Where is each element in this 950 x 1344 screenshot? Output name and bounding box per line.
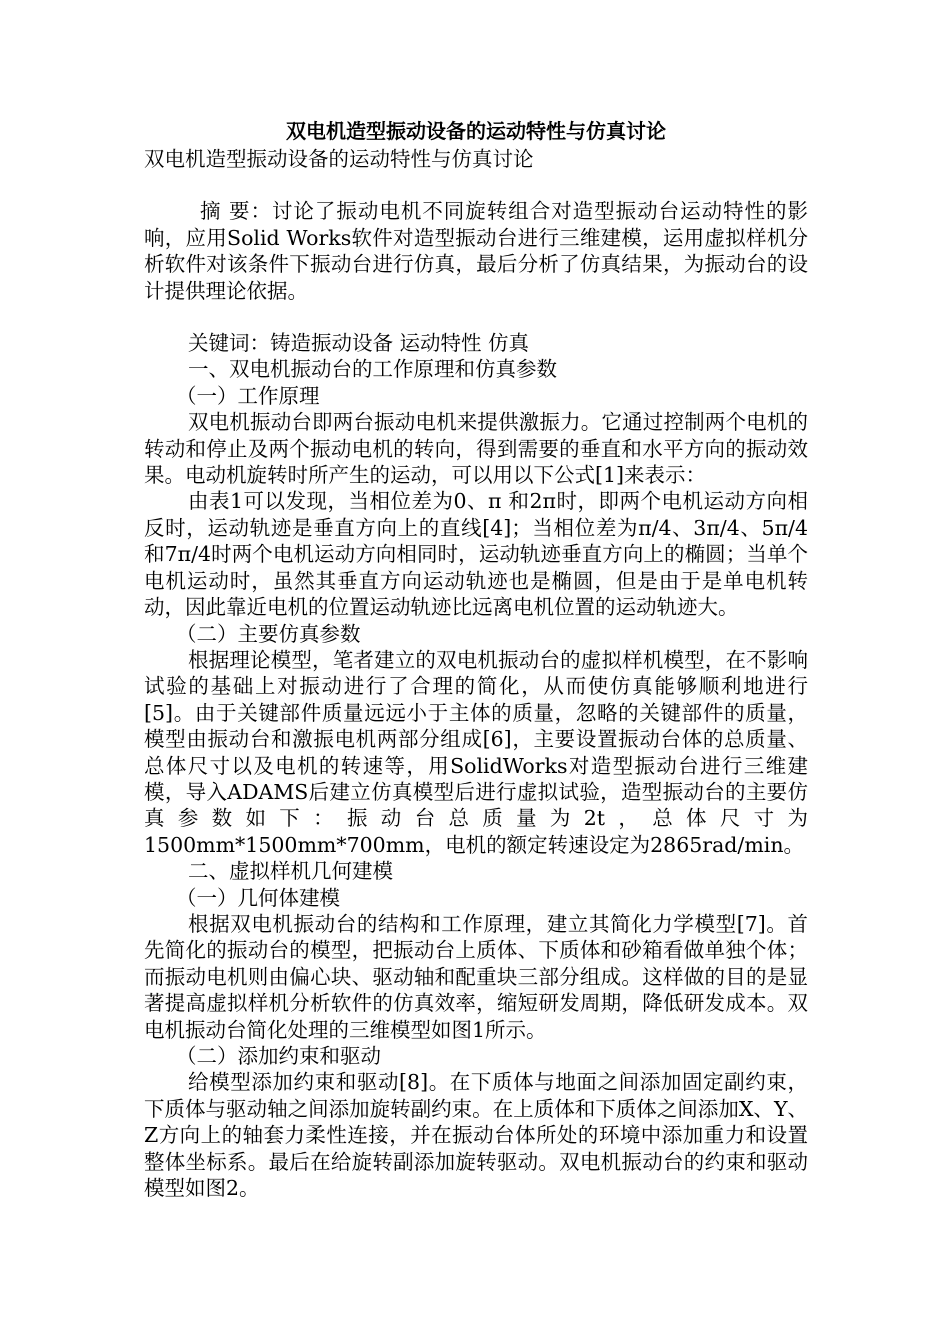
section-1-1-heading: （一）工作原理 [176, 383, 320, 408]
document-page [144, 118, 808, 1201]
document-title: 双电机造型振动设备的运动特性与仿真讨论 [286, 119, 666, 143]
abstract-paragraph: 摘 要：讨论了振动电机不同旋转组合对造型振动台运动特性的影响，应用Solid Works软件对造型振动台进行三维建模，运用虚拟样机分析软件对该条件下振动台进行仿真，最后分析了仿真结果，为振动台的设计提供理论依据。 [144, 199, 808, 303]
section-1-2-heading: （二）主要仿真参数 [176, 621, 361, 646]
paragraph: 给模型添加约束和驱动[8]。在下质体与地面之间添加固定副约束，下质体与驱动轴之间添加旋转副约束。在上质体和下质体之间添加X、Y、Z方向上的轴套力柔性连接，并在振动台体所处的环境中添加重力和设置整体坐标系。最后在给旋转副添加旋转驱动。双电机振动台的约束和驱动模型如图2。 [144, 1070, 808, 1201]
document-subtitle: 双电机造型振动设备的运动特性与仿真讨论 [144, 147, 534, 171]
paragraph: 根据双电机振动台的结构和工作原理，建立其简化力学模型[7]。首先简化的振动台的模型，把振动台上质体、下质体和砂箱看做单独个体；而振动电机则由偏心块、驱动轴和配重块三部分组成。这样做的目的是显著提高虚拟样机分析软件的仿真效率，缩短研发周期，降低研发成本。双电机振动台简化处理的三维模型如图1所示。 [144, 911, 808, 1042]
keywords-line: 关键词：铸造振动设备 运动特性 仿真 [188, 331, 530, 356]
section-1-heading: 一、双电机振动台的工作原理和仿真参数 [188, 357, 557, 382]
section-2-2-heading: （二）添加约束和驱动 [176, 1044, 381, 1068]
paragraph: 双电机振动台即两台振动电机来提供激振力。它通过控制两个电机的转动和停止及两个振动电机的转向，得到需要的垂直和水平方向的振动效果。电动机旋转时所产生的运动，可以用以下公式[1]来表示： [144, 410, 808, 488]
paragraph: 根据理论模型，笔者建立的双电机振动台的虚拟样机模型，在不影响试验的基础上对振动进行了合理的简化，从而使仿真能够顺利地进行[5]。由于关键部件质量远远小于主体的质量，忽略的关键部件的质量，模型由振动台和激振电机两部分组成[6]，主要设置振动台体的总质量、总体尺寸以及电机的转速等，用SolidWorks对造型振动台进行三维建模，导入ADAMS后建立仿真模型后进行虚拟试验，造型振动台的主要仿真参数如下：振动台总质量为2t，总体尺寸为1500mm*1500mm*700mm，电机的额定转速设定为2865rad/min。 [144, 647, 808, 857]
paragraph: 由表1可以发现，当相位差为0、π 和2π时，即两个电机运动方向相反时，运动轨迹是垂直方向上的直线[4]；当相位差为π/4、3π/4、5π/4和7π/4时两个电机运动方向相同时，运动轨迹垂直方向上的椭圆；当单个电机运动时，虽然其垂直方向运动轨迹也是椭圆，但是由于是单电机转动，因此靠近电机的位置运动轨迹比远离电机位置的运动轨迹大。 [144, 489, 808, 620]
section-2-heading: 二、虚拟样机几何建模 [188, 859, 393, 884]
section-2-1-heading: （一）几何体建模 [176, 885, 340, 910]
